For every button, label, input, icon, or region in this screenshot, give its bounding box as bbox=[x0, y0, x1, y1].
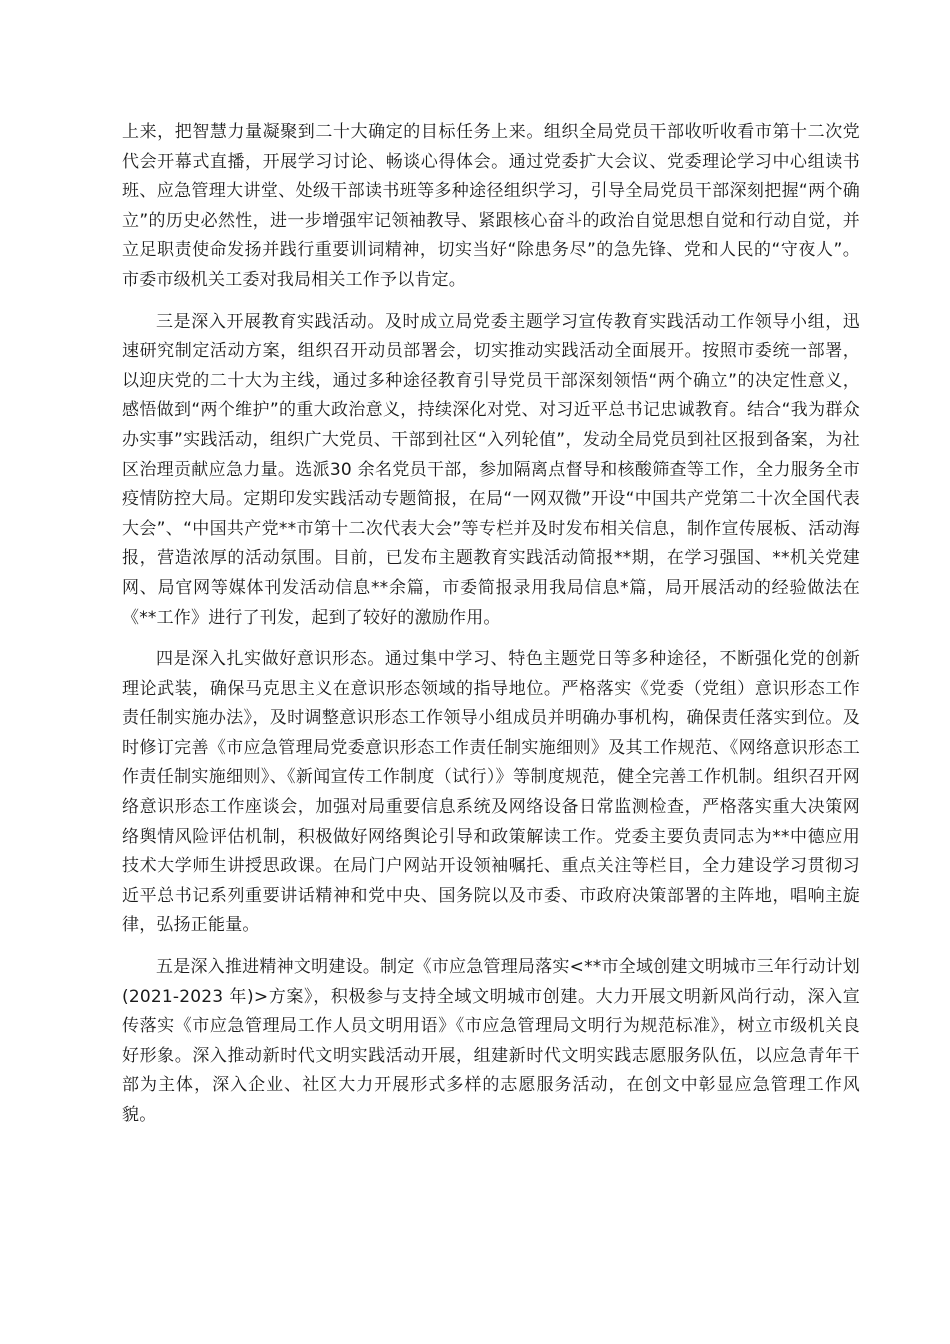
document-page bbox=[122, 118, 860, 1131]
paragraph-spiritual-civilization: 五是深入推进精神文明建设。制定《市应急管理局落实<**市全域创建文明城市三年行动计划(2021-2023 年)>方案》，积极参与支持全域文明城市创建。大力开展文明新风尚行动，深入宣传落实《市应急管理局工作人员文明用语》《市应急管理局文明行为规范标准》，树立市级机关良好形象。深入推动新时代文明实践活动开展，组建新时代文明实践志愿服务队伍，以应急青年干部为主体，深入企业、社区大力开展形式多样的志愿服务活动，在创文中彰显应急管理工作风貌。 bbox=[122, 957, 860, 1125]
paragraph-ideology: 四是深入扎实做好意识形态。通过集中学习、特色主题党日等多种途径，不断强化党的创新理论武装，确保马克思主义在意识形态领域的指导地位。严格落实《党委（党组）意识形态工作责任制实施办法》，及时调整意识形态工作领导小组成员并明确办事机构，确保责任落实到位。及时修订完善《市应急管理局党委意识形态工作责任制实施细则》及其工作规范、《网络意识形态工作责任制实施细则》、《新闻宣传工作制度（试行）》等制度规范，健全完善工作机制。组织召开网络意识形态工作座谈会，加强对局重要信息系统及网络设备日常监测检查，严格落实重大决策网络舆情风险评估机制，积极做好网络舆论引导和政策解读工作。党委主要负责同志为**中德应用技术大学师生讲授思政课。在局门户网站开设领袖嘱托、重点关注等栏目，全力建设学习贯彻习近平总书记系列重要讲话精神和党中央、国务院以及市委、市政府决策部署的主阵地，唱响主旋律，弘扬正能量。 bbox=[122, 649, 860, 936]
paragraph-continuation: 上来，把智慧力量凝聚到二十大确定的目标任务上来。组织全局党员干部收听收看市第十二次党代会开幕式直播，开展学习讨论、畅谈心得体会。通过党委扩大会议、党委理论学习中心组读书班、应急管理大讲堂、处级干部读书班等多种途径组织学习，引导全局党员干部深刻把握“两个确立”的历史必然性，进一步增强牢记领袖教导、紧跟核心奋斗的政治自觉思想自觉和行动自觉，并立足职责使命发扬并践行重要训词精神，切实当好“除患务尽”的急先锋、党和人民的“守夜人”。市委市级机关工委对我局相关工作予以肯定。 bbox=[122, 122, 860, 290]
paragraph-education-practice: 三是深入开展教育实践活动。及时成立局党委主题学习宣传教育实践活动工作领导小组，迅速研究制定活动方案，组织召开动员部署会，切实推动实践活动全面展开。按照市委统一部署，以迎庆党的二十大为主线，通过多种途径教育引导党员干部深刻领悟“两个确立”的决定性意义，感悟做到“两个维护”的重大政治意义，持续深化对党、对习近平总书记忠诚教育。结合“我为群众办实事”实践活动，组织广大党员、干部到社区“入列轮值”，发动全局党员到社区报到备案，为社区治理贡献应急力量。选派30 余名党员干部，参加隔离点督导和核酸筛查等工作，全力服务全市疫情防控大局。定期印发实践活动专题简报，在局“一网双微”开设“中国共产党第二十次全国代表大会”、“中国共产党**市第十二次代表大会”等专栏并及时发布相关信息，制作宣传展板、活动海报，营造浓厚的活动氛围。目前，已发布主题教育实践活动简报**期，在学习强国、**机关党建网、局官网等媒体刊发活动信息**余篇，市委简报录用我局信息*篇，局开展活动的经验做法在《**工作》进行了刊发，起到了较好的激励作用。 bbox=[122, 311, 860, 628]
